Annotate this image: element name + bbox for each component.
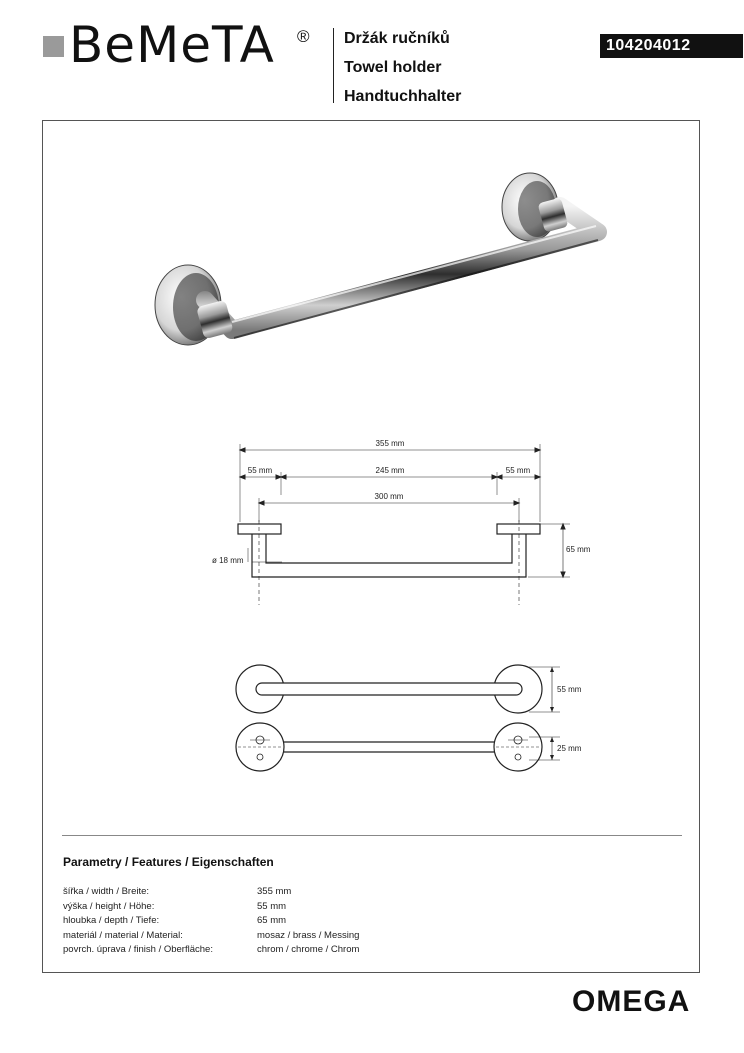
title-czech: Držák ručníků xyxy=(344,30,450,47)
spec-value: 55 mm xyxy=(257,900,287,912)
features-table xyxy=(63,886,359,959)
dim-inner-span: 245 mm xyxy=(375,466,405,475)
dim-base-thickness: 25 mm xyxy=(557,744,582,753)
product-illustration xyxy=(155,173,598,345)
spec-value: 355 mm xyxy=(257,886,292,897)
spec-value: chrom / chrome / Chrom xyxy=(257,944,360,955)
table-row xyxy=(63,886,359,901)
table-row xyxy=(63,944,359,959)
table-row xyxy=(63,901,359,916)
dim-left-base: 55 mm xyxy=(247,466,273,475)
spec-label: šířka / width / Breite: xyxy=(63,886,150,897)
spec-value: 65 mm xyxy=(257,915,287,926)
title-german: Handtuchhalter xyxy=(344,88,462,105)
table-row xyxy=(63,915,359,930)
registered-mark: ® xyxy=(297,27,310,46)
dim-center-distance: 300 mm xyxy=(374,492,404,501)
top-view-drawing xyxy=(236,665,560,713)
title-english: Towel holder xyxy=(344,59,442,76)
spec-label: hloubka / depth / Tiefe: xyxy=(63,915,160,926)
dim-depth: 65 mm xyxy=(566,545,591,554)
dim-total-width: 355 mm xyxy=(375,439,405,448)
dim-right-base: 55 mm xyxy=(505,466,531,475)
section-divider xyxy=(62,835,682,836)
mounting-view-drawing xyxy=(236,723,560,771)
series-name: OMEGA xyxy=(572,985,691,1018)
dim-base-diameter: 55 mm xyxy=(557,685,582,694)
spec-label: materiál / material / Material: xyxy=(63,929,183,941)
spec-label: výška / height / Höhe: xyxy=(63,900,155,912)
dim-tube-diameter: ø 18 mm xyxy=(212,556,244,565)
spec-value: mosaz / brass / Messing xyxy=(257,929,360,941)
spec-label: povrch. úprava / finish / Oberfläche: xyxy=(63,944,213,955)
brand-logo: BeMeTA xyxy=(69,16,275,74)
features-heading: Parametry / Features / Eigenschaften xyxy=(63,855,274,869)
product-code-badge: 104204012 xyxy=(600,34,743,58)
table-row xyxy=(63,930,359,945)
